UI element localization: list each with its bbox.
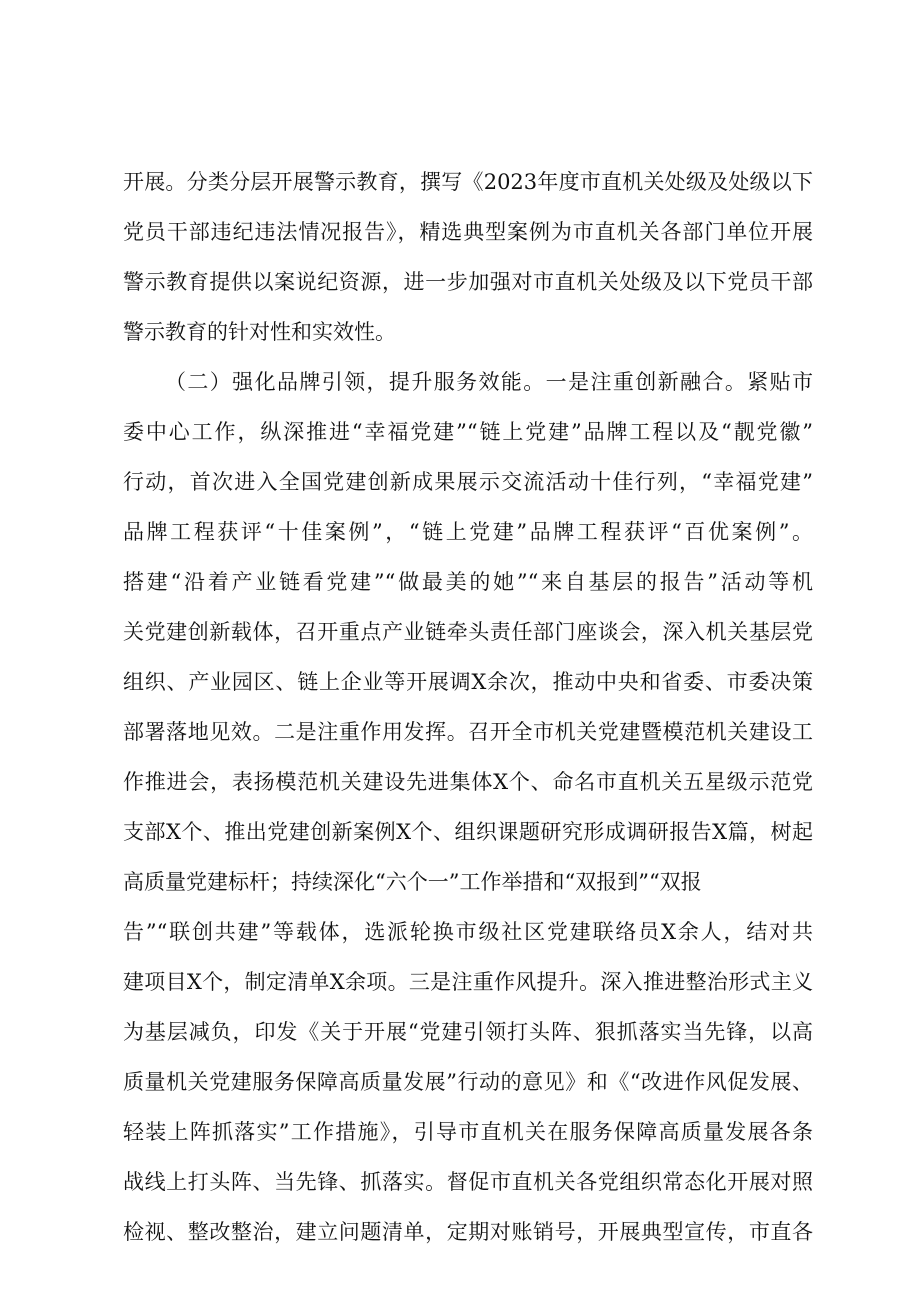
- text-line-9: 搭建“沿着产业链看党建”“做最美的她”“来自基层的报告”活动等机: [123, 570, 813, 594]
- text-line-13: 作推进会，表扬模范机关建设先进集体X个、命名市直机关五星级示范党: [123, 770, 813, 794]
- text-line-14: 支部X个、推出党建创新案例X个、组织课题研究形成调研报告X篇，树起: [123, 820, 813, 844]
- text-line-7: 行动，首次进入全国党建创新成果展示交流活动十佳行列，“幸福党建”: [123, 470, 813, 494]
- text-line-21: 战线上打头阵、当先锋、抓落实。督促市直机关各党组织常态化开展对照: [123, 1170, 813, 1194]
- text-line-16: 告”“联创共建”等载体，选派轮换市级社区党建联络员X余人，结对共: [123, 920, 813, 944]
- text-line-19: 质量机关党建服务保障高质量发展”行动的意见》和《“改进作风促发展、: [123, 1070, 813, 1094]
- text-line-17: 建项目X个，制定清单X余项。三是注重作风提升。深入推进整治形式主义: [123, 970, 813, 994]
- text-line-12: 部署落地见效。二是注重作用发挥。召开全市机关党建暨模范机关建设工: [123, 720, 813, 744]
- text-line-18: 为基层减负，印发《关于开展“党建引领打头阵、狠抓落实当先锋，以高: [123, 1020, 813, 1044]
- text-line-6: 委中心工作，纵深推进“幸福党建”“链上党建”品牌工程以及“靓党徽”: [123, 420, 813, 444]
- text-line-3: 警示教育提供以案说纪资源，进一步加强对市直机关处级及以下党员干部: [123, 270, 813, 294]
- text-line-2: 党员干部违纪违法情况报告》，精选典型案例为市直机关各部门单位开展: [123, 220, 813, 244]
- text-line-15: 高质量党建标杆；持续深化“六个一”工作举措和“双报到”“双报: [123, 870, 702, 894]
- text-line-1: 开展。分类分层开展警示教育，撰写《2023年度市直机关处级及处级以下: [123, 170, 813, 194]
- text-line-20: 轻装上阵抓落实”工作措施》，引导市直机关在服务保障高质量发展各条: [123, 1120, 813, 1144]
- section-heading-line: （二）强化品牌引领，提升服务效能。一是注重创新融合。紧贴市: [165, 370, 813, 394]
- text-line-11: 组织、产业园区、链上企业等开展调X余次，推动中央和省委、市委决策: [123, 670, 813, 694]
- text-line-22: 检视、整改整治，建立问题清单，定期对账销号，开展典型宣传，市直各: [123, 1220, 813, 1244]
- text-line-10: 关党建创新载体，召开重点产业链牵头责任部门座谈会，深入机关基层党: [123, 620, 813, 644]
- text-line-4: 警示教育的针对性和实效性。: [123, 320, 396, 344]
- text-line-8: 品牌工程获评“十佳案例”，“链上党建”品牌工程获评“百优案例”。: [123, 520, 813, 544]
